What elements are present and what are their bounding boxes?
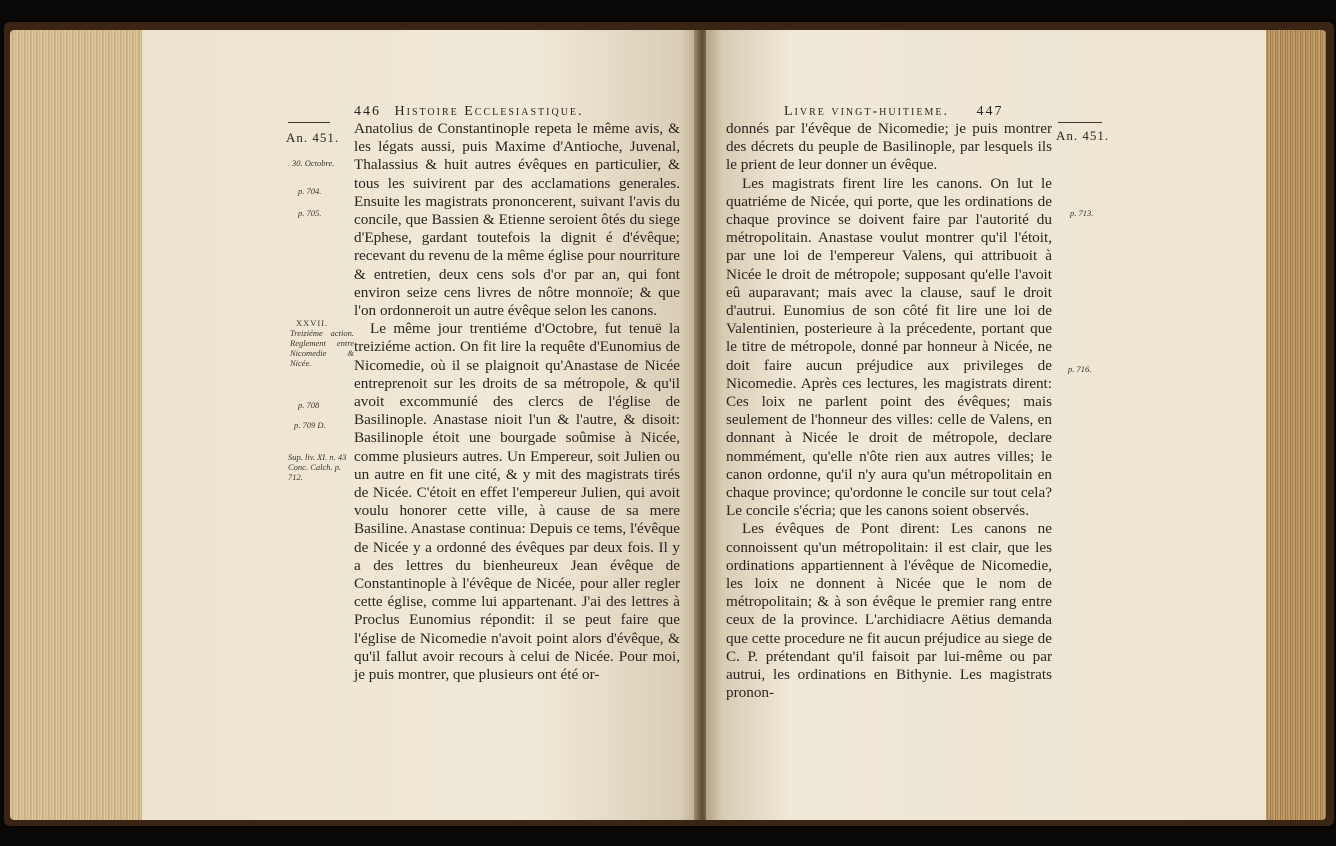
margin-page-ref: p. 716. — [1068, 364, 1092, 374]
page-number: 447 — [976, 104, 1004, 119]
page-edges-left — [10, 30, 142, 820]
margin-year: An. 451. — [286, 130, 340, 145]
margin-cross-reference: Sup. liv. XI. n. 43 Conc. Calch. p. 712. — [288, 452, 347, 482]
margin-rule — [288, 122, 330, 123]
body-text — [354, 120, 680, 684]
paragraph: Les évêques de Pont dirent: Les canons ne connoissent qu'un métropolitain: il est clair, que les ordinations appartiennent à l'évêque de Nicomedie, les loix ne donnent à Nicée que le nom de métropolitain; & à son évêque le premier rang entre ceux de la province. L'archidiacre Aëtius demanda que cette procedure ne fit aucun préjudice au siege de C. P. prétendant qu'il faisoit par lui-même ou par autrui, les ordinations en Bithynie. Les magistrats pronon- — [726, 520, 1052, 702]
paragraph: Les magistrats firent lire les canons. On lut le quatriéme de Nicée, qui porte, que les ordinations de chaque province se doivent faire par l'autorité du métropolitain. Anastase voulut montrer qu'il l'étoit, par une loi de l'empereur Valens, qui attribuoit à Nicée le droit de métropole; supposant qu'elle l'avoit eû auparavant; mais avec la clause, sauf le droit d'autrui. Eunomius de son côté fit lire une loi de Valentinien, posterieure à la précedente, portant que le titre de métropole, donné par honneur à Nicée, ne doit faire aucun préjudice aux privileges de Nicomedie. Après ces lectures, les magistrats dirent: Ces loix ne parlent point des évêques; mais seulement de l'honneur des villes: celle de Valens, en donnant à Nicée le droit de métropole, declare nommément, qu'elle n'ôte rien aux autres villes; le canon ordonne, qu'il n'y aura qu'un métropolitain en chaque province; qu'ordonne le concile sur tout cela? Le concile s'écria; que les canons soient observés. — [726, 174, 1052, 520]
margin-page-ref: p. 708 — [298, 400, 320, 410]
body-text — [726, 120, 1052, 703]
margin-section-summary: Treiziéme action. Reglement entre Nicomedie & Nicée. — [290, 328, 354, 368]
margin-page-ref: p. 713. — [1070, 208, 1094, 218]
margin-page-ref: p. 709 D. — [294, 420, 326, 430]
paragraph: donnés par l'évêque de Nicomedie; je puis montrer des décrets du peuple de Basilinople, par lesquels ils le prient de leur donner un évêque. — [726, 120, 1052, 174]
page-number: 446 — [354, 104, 381, 119]
right-page — [706, 30, 1266, 820]
margin-date: 30. Octobre. — [292, 158, 335, 168]
running-head — [354, 104, 584, 120]
margin-year: An. 451. — [1056, 128, 1110, 143]
left-page — [142, 30, 698, 820]
margin-page-ref: p. 705. — [298, 208, 322, 218]
running-title: Histoire Ecclesiastique. — [394, 104, 584, 119]
margin-page-ref: p. 704. — [298, 186, 322, 196]
running-head — [784, 104, 1003, 120]
running-title: Livre vingt-huitieme. — [784, 104, 949, 119]
margin-section-number: XXVII. — [296, 318, 329, 328]
margin-rule — [1058, 122, 1102, 123]
paragraph: Le même jour trentiéme d'Octobre, fut tenuë la treiziéme action. On fit lire la requête d'Eunomius de Nicomedie, où il se plaignoit qu'Anastase de Nicée entreprenoit sur les droits de sa métropole, & qu'il avoit excommunié des clercs de l'église de Basilinople. Anastase nioit l'un & l'autre, & disoit: Basilinople étoit une bourgade soûmise à Nicée, comme plusieurs autres. Un Empereur, soit Julien ou un autre en fit une cité, & y mit des magistrats tirés de Nicée. C'étoit en effet l'empereur Julien, qui avoit voulu honorer cette ville, à cause de sa mere Basiline. Anastase continua: Depuis ce tems, l'évêque de Nicée y a ordonné des évêques par deux fois. Il y a des lettres du bienheureux Jean évêque de Constantinople à l'évêque de Nicée, pour aller regler cette église, comme lui appartenant. J'ai des lettres à Proclus Eunomius répondit: il se peut faire que l'église de Nicomedie n'avoit point alors d'évêque, & qu'il fallut avoir recours à celui de Nicée. Pour moi, je puis montrer, que plusieurs ont été or- — [354, 320, 680, 684]
paragraph: Anatolius de Constantinople repeta le même avis, & les légats aussi, puis Maxime d'Antioche, Juvenal, Thalassius & huit autres évêques en particulier, & tous les suivirent par des acclamations generales. Ensuite les magistrats prononcerent, suivant l'avis du concile, que Bassien & Etienne seroient ôtés du siege d'Ephese, gardant toutefois la dignit é d'évêque; recevant du revenu de la même église pour nourriture & entretien, deux cens sols d'or par an, qui font environ seize cens livres de nôtre monnoïe; & que l'on ordonneroit un autre évêque selon les canons. — [354, 120, 680, 320]
page-edges-right — [1266, 30, 1326, 820]
